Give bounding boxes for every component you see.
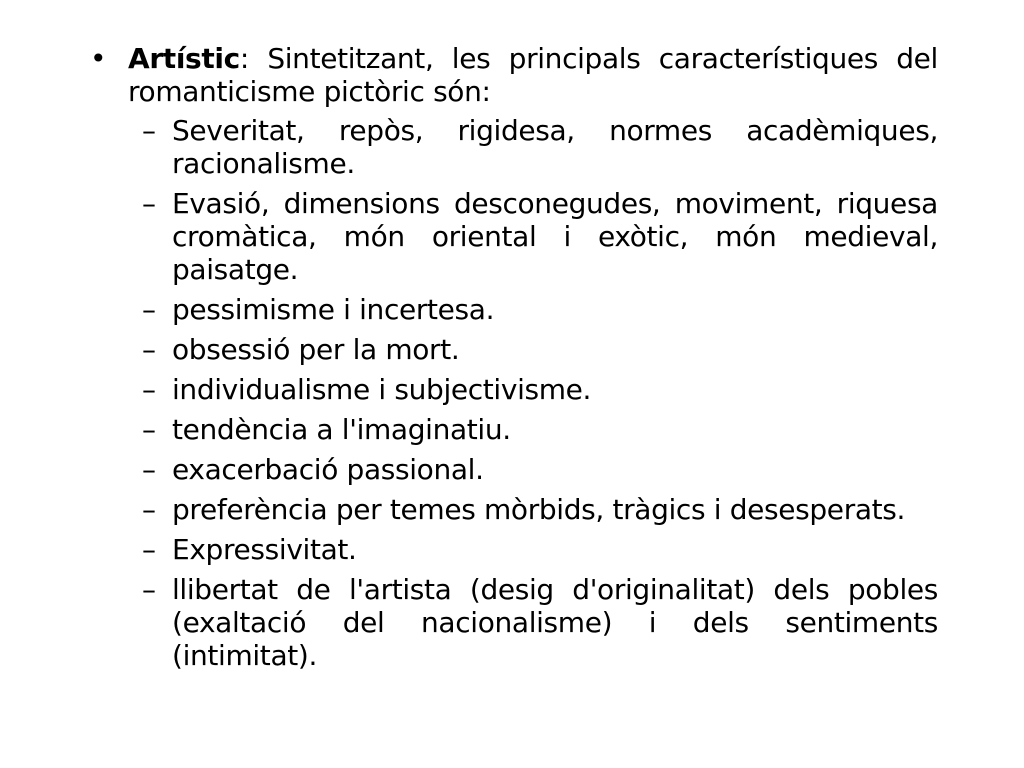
list-item bbox=[84, 373, 938, 406]
main-bullet-item bbox=[84, 42, 938, 108]
list-item-text: Evasió, dimensions desconegudes, moviment, riquesa cromàtica, món oriental i exòtic, món medieval, paisatge. bbox=[172, 187, 938, 286]
dash-marker: – bbox=[142, 293, 156, 326]
list-item-text: pessimisme i incertesa. bbox=[172, 293, 495, 326]
list-item-text: Expressivitat. bbox=[172, 533, 357, 566]
dash-marker: – bbox=[142, 453, 156, 486]
list-item-text: individualisme i subjectivisme. bbox=[172, 373, 592, 406]
dash-marker: – bbox=[142, 114, 156, 147]
heading-text: : Sintetitzant, les principals característiques del romanticisme pictòric són: bbox=[128, 42, 938, 108]
list-item bbox=[84, 114, 938, 180]
dash-marker: – bbox=[142, 413, 156, 446]
dash-marker: – bbox=[142, 333, 156, 366]
list-item bbox=[84, 413, 938, 446]
list-item-text: preferència per temes mòrbids, tràgics i desesperats. bbox=[172, 493, 906, 526]
list-item bbox=[84, 573, 938, 672]
list-item bbox=[84, 533, 938, 566]
bullet-marker: • bbox=[90, 42, 107, 75]
list-item-text: obsessió per la mort. bbox=[172, 333, 460, 366]
list-item-text: Severitat, repòs, rigidesa, normes acadèmiques, racionalisme. bbox=[172, 114, 938, 180]
list-item bbox=[84, 493, 938, 526]
dash-marker: – bbox=[142, 373, 156, 406]
list-item bbox=[84, 333, 938, 366]
list-item-text: tendència a l'imaginatiu. bbox=[172, 413, 511, 446]
list-item bbox=[84, 293, 938, 326]
list-item-text: exacerbació passional. bbox=[172, 453, 484, 486]
dash-marker: – bbox=[142, 573, 156, 606]
dash-marker: – bbox=[142, 493, 156, 526]
list-item-text: llibertat de l'artista (desig d'originalitat) dels pobles (exaltació del nacionalisme) i dels sentiments (intimitat). bbox=[172, 573, 938, 672]
dash-marker: – bbox=[142, 187, 156, 220]
list-item bbox=[84, 453, 938, 486]
heading-bold: Artístic bbox=[128, 42, 240, 75]
dash-marker: – bbox=[142, 533, 156, 566]
list-item bbox=[84, 187, 938, 286]
slide-body bbox=[84, 42, 938, 679]
sub-list bbox=[84, 114, 938, 672]
